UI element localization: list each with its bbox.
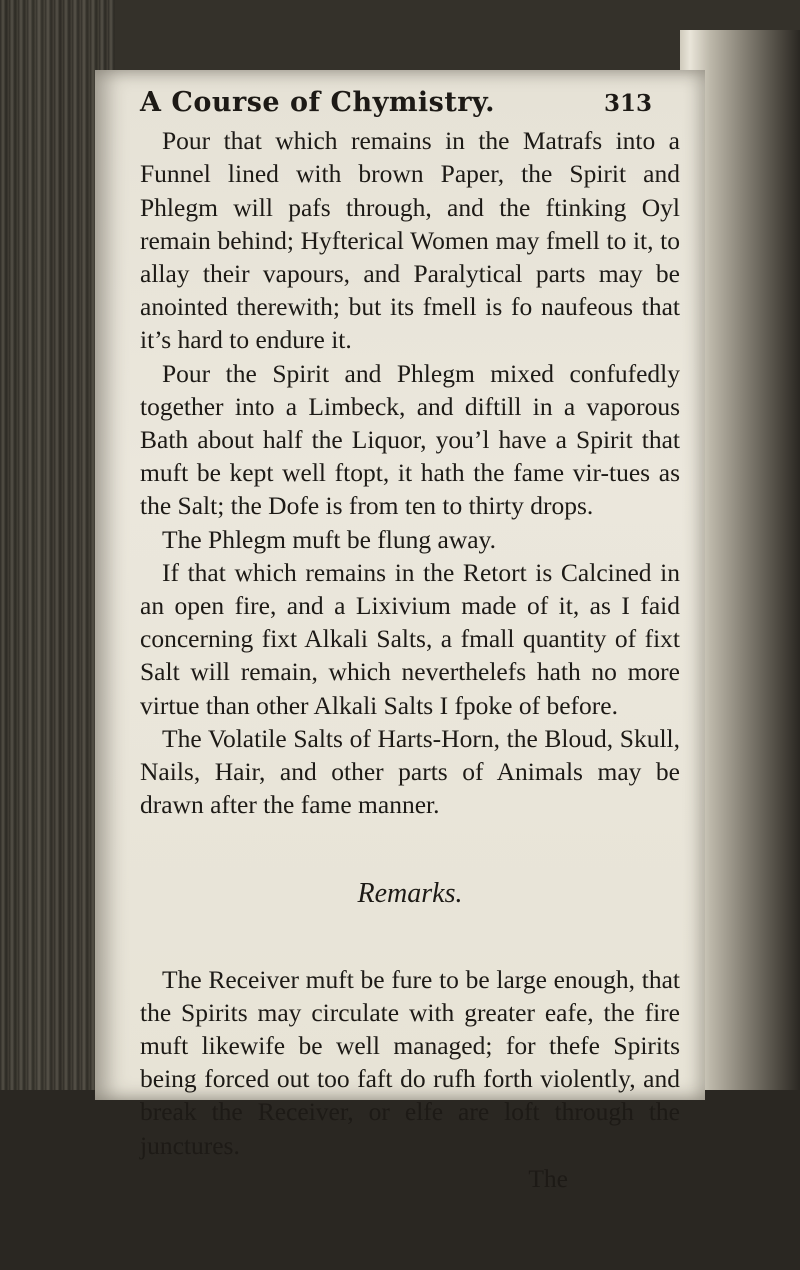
paragraph-5: The Volatile Salts of Harts-Horn, the Bloud, Skull, Nails, Hair, and other parts of Animals may be drawn after the fame manner.: [140, 723, 680, 820]
paragraph-3: The Phlegm muft be flung away.: [162, 524, 497, 554]
paragraph-2: Pour the Spirit and Phlegm mixed confufedly together into a Limbeck, and diftill in a vaporous Bath about half the Liquor, you’l have a Spirit that muft be kept well ftopt, it hath the fame vir-tues as the Salt; the Dofe is from ten to thirty drops.: [140, 358, 680, 521]
paragraph-1: Pour that which remains in the Matrafs into a Funnel lined with brown Paper, the Spirit and Phlegm will pafs through, and the ftinking Oyl remain behind; Hyfterical Women may fmell to it, to allay their vapours, and Paralytical parts may be anointed therewith; but its fmell is fo naufeous that it’s hard to endure it.: [140, 126, 680, 355]
catchword: The: [528, 1163, 568, 1193]
page-number: 313: [603, 90, 652, 117]
page-text: [140, 86, 680, 1195]
running-head: A Course of Chymistry.: [140, 87, 496, 118]
paragraph-4: If that which remains in the Retort is Calcined in an open fire, and a Lixivium made of it, as I faid concerning fixt Alkali Salts, a fmall quantity of fixt Salt will remain, which neverthelefs hath no more virtue than other Alkali Salts I fpoke of before.: [140, 557, 680, 720]
remarks-paragraph: The Receiver muft be fure to be large enough, that the Spirits may circulate with greater eafe, the fire muft likewife be well managed; for thefe Spirits being forced out too faft do rufh forth violently, and break the Receiver, or elfe are loft through the junctures.: [140, 964, 680, 1160]
page-header: [140, 86, 680, 120]
section-heading: Remarks.: [357, 878, 463, 910]
